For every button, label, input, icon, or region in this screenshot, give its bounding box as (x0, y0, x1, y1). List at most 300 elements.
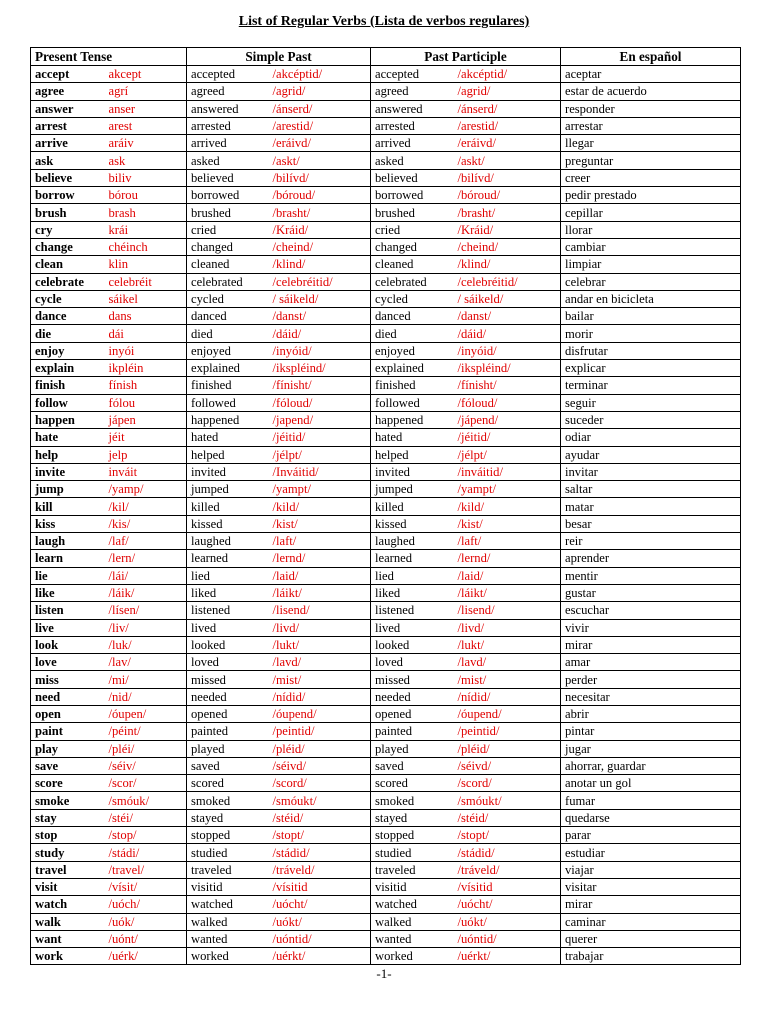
past-participle-cell: happened (371, 411, 454, 428)
simple-past-cell: agreed (187, 83, 269, 100)
simple-past-pronunciation-cell: /fínisht/ (269, 377, 371, 394)
past-participle-pronunciation-cell: /bóroud/ (454, 187, 561, 204)
simple-past-cell: scored (187, 775, 269, 792)
spanish-translation-cell: caminar (561, 913, 741, 930)
past-participle-pronunciation-cell: /danst/ (454, 308, 561, 325)
pronunciation-cell: agrí (105, 83, 187, 100)
past-participle-cell: killed (371, 498, 454, 515)
past-participle-cell: cycled (371, 290, 454, 307)
simple-past-pronunciation-cell: /uókt/ (269, 913, 371, 930)
table-row (31, 654, 741, 671)
table-row (31, 688, 741, 705)
verb-cell: jump (31, 481, 105, 498)
spanish-translation-cell: terminar (561, 377, 741, 394)
past-participle-cell: arrested (371, 117, 454, 134)
table-row (31, 671, 741, 688)
simple-past-pronunciation-cell: /agrid/ (269, 83, 371, 100)
verb-rows (31, 66, 741, 965)
verb-cell: like (31, 584, 105, 601)
simple-past-pronunciation-cell: /jélpt/ (269, 446, 371, 463)
past-participle-pronunciation-cell: /lernd/ (454, 550, 561, 567)
past-participle-pronunciation-cell: /fínisht/ (454, 377, 561, 394)
simple-past-cell: studied (187, 844, 269, 861)
past-participle-pronunciation-cell: /Kráid/ (454, 221, 561, 238)
past-participle-pronunciation-cell: /kild/ (454, 498, 561, 515)
past-participle-pronunciation-cell: /lavd/ (454, 654, 561, 671)
past-participle-pronunciation-cell: /klind/ (454, 256, 561, 273)
simple-past-pronunciation-cell: /vísitid (269, 878, 371, 895)
simple-past-cell: explained (187, 360, 269, 377)
simple-past-cell: danced (187, 308, 269, 325)
past-participle-cell: lived (371, 619, 454, 636)
simple-past-pronunciation-cell: /séivd/ (269, 757, 371, 774)
pronunciation-cell: /lísen/ (105, 602, 187, 619)
past-participle-cell: arrived (371, 135, 454, 152)
simple-past-cell: cried (187, 221, 269, 238)
simple-past-cell: accepted (187, 66, 269, 83)
pronunciation-cell: /kil/ (105, 498, 187, 515)
simple-past-cell: cycled (187, 290, 269, 307)
simple-past-cell: watched (187, 896, 269, 913)
spanish-translation-cell: creer (561, 169, 741, 186)
spanish-translation-cell: limpiar (561, 256, 741, 273)
verb-cell: clean (31, 256, 105, 273)
verb-cell: explain (31, 360, 105, 377)
table-row (31, 273, 741, 290)
verb-cell: stay (31, 809, 105, 826)
table-row (31, 792, 741, 809)
simple-past-cell: kissed (187, 515, 269, 532)
table-row (31, 100, 741, 117)
simple-past-pronunciation-cell: /láikt/ (269, 584, 371, 601)
simple-past-cell: stopped (187, 827, 269, 844)
table-row (31, 83, 741, 100)
table-row (31, 723, 741, 740)
past-participle-pronunciation-cell: /arestid/ (454, 117, 561, 134)
past-participle-cell: needed (371, 688, 454, 705)
simple-past-pronunciation-cell: /brasht/ (269, 204, 371, 221)
pronunciation-cell: /smóuk/ (105, 792, 187, 809)
simple-past-cell: asked (187, 152, 269, 169)
table-row (31, 948, 741, 965)
spanish-translation-cell: anotar un gol (561, 775, 741, 792)
past-participle-cell: hated (371, 429, 454, 446)
page-number: -1- (376, 966, 392, 981)
simple-past-pronunciation-cell: / sáikeld/ (269, 290, 371, 307)
simple-past-cell: lied (187, 567, 269, 584)
table-row (31, 930, 741, 947)
simple-past-pronunciation-cell: /klind/ (269, 256, 371, 273)
pronunciation-cell: /pléi/ (105, 740, 187, 757)
past-participle-pronunciation-cell: /yampt/ (454, 481, 561, 498)
past-participle-pronunciation-cell: /jéitid/ (454, 429, 561, 446)
pronunciation-cell: /laf/ (105, 533, 187, 550)
past-participle-cell: cleaned (371, 256, 454, 273)
pronunciation-cell: sáikel (105, 290, 187, 307)
table-row (31, 152, 741, 169)
verb-cell: hate (31, 429, 105, 446)
past-participle-pronunciation-cell: /tráveld/ (454, 861, 561, 878)
spanish-translation-cell: andar en bicicleta (561, 290, 741, 307)
simple-past-cell: smoked (187, 792, 269, 809)
verb-cell: visit (31, 878, 105, 895)
past-participle-cell: wanted (371, 930, 454, 947)
table-row (31, 757, 741, 774)
table-row (31, 809, 741, 826)
spanish-translation-cell: trabajar (561, 948, 741, 965)
spanish-translation-cell: suceder (561, 411, 741, 428)
past-participle-pronunciation-cell: /jélpt/ (454, 446, 561, 463)
table-row (31, 394, 741, 411)
spanish-translation-cell: mentir (561, 567, 741, 584)
table-row (31, 135, 741, 152)
table-row (31, 878, 741, 895)
verb-cell: borrow (31, 187, 105, 204)
table-row (31, 567, 741, 584)
simple-past-cell: opened (187, 705, 269, 722)
spanish-translation-cell: amar (561, 654, 741, 671)
verb-cell: want (31, 930, 105, 947)
past-participle-pronunciation-cell: /pléid/ (454, 740, 561, 757)
simple-past-pronunciation-cell: /lavd/ (269, 654, 371, 671)
past-participle-pronunciation-cell: /jápend/ (454, 411, 561, 428)
past-participle-cell: opened (371, 705, 454, 722)
simple-past-cell: wanted (187, 930, 269, 947)
verb-cell: celebrate (31, 273, 105, 290)
spanish-translation-cell: gustar (561, 584, 741, 601)
pronunciation-cell: /lern/ (105, 550, 187, 567)
past-participle-cell: borrowed (371, 187, 454, 204)
verb-cell: look (31, 636, 105, 653)
table-row (31, 498, 741, 515)
simple-past-pronunciation-cell: /smóukt/ (269, 792, 371, 809)
past-participle-pronunciation-cell: /eráivd/ (454, 135, 561, 152)
table-row (31, 66, 741, 83)
verb-cell: follow (31, 394, 105, 411)
spanish-translation-cell: arrestar (561, 117, 741, 134)
simple-past-pronunciation-cell: /dáid/ (269, 325, 371, 342)
spanish-translation-cell: preguntar (561, 152, 741, 169)
simple-past-pronunciation-cell: /ikspléind/ (269, 360, 371, 377)
simple-past-cell: worked (187, 948, 269, 965)
spanish-translation-cell: reir (561, 533, 741, 550)
past-participle-cell: celebrated (371, 273, 454, 290)
verb-cell: open (31, 705, 105, 722)
past-participle-pronunciation-cell: /cheind/ (454, 238, 561, 255)
simple-past-cell: celebrated (187, 273, 269, 290)
past-participle-pronunciation-cell: /smóukt/ (454, 792, 561, 809)
spanish-translation-cell: seguir (561, 394, 741, 411)
simple-past-cell: hated (187, 429, 269, 446)
pronunciation-cell: /yamp/ (105, 481, 187, 498)
pronunciation-cell: celebréit (105, 273, 187, 290)
spanish-translation-cell: mirar (561, 896, 741, 913)
past-participle-cell: died (371, 325, 454, 342)
simple-past-cell: followed (187, 394, 269, 411)
past-participle-cell: listened (371, 602, 454, 619)
pronunciation-cell: /stop/ (105, 827, 187, 844)
past-participle-pronunciation-cell: /nídid/ (454, 688, 561, 705)
table-row (31, 308, 741, 325)
table-row (31, 187, 741, 204)
verb-cell: arrest (31, 117, 105, 134)
simple-past-pronunciation-cell: /jéitid/ (269, 429, 371, 446)
spanish-translation-cell: parar (561, 827, 741, 844)
simple-past-pronunciation-cell: /arestid/ (269, 117, 371, 134)
past-participle-pronunciation-cell: /uócht/ (454, 896, 561, 913)
table-row (31, 169, 741, 186)
past-participle-cell: played (371, 740, 454, 757)
past-participle-pronunciation-cell: /stádid/ (454, 844, 561, 861)
past-participle-cell: visitid (371, 878, 454, 895)
verb-cell: miss (31, 671, 105, 688)
verb-cell: travel (31, 861, 105, 878)
table-row (31, 533, 741, 550)
simple-past-cell: visitid (187, 878, 269, 895)
simple-past-cell: learned (187, 550, 269, 567)
simple-past-pronunciation-cell: /lernd/ (269, 550, 371, 567)
table-row (31, 360, 741, 377)
past-participle-pronunciation-cell: /peintid/ (454, 723, 561, 740)
simple-past-pronunciation-cell: /Inváitid/ (269, 463, 371, 480)
table-row (31, 827, 741, 844)
table-row (31, 463, 741, 480)
verb-cell: love (31, 654, 105, 671)
spanish-translation-cell: morir (561, 325, 741, 342)
past-participle-pronunciation-cell: /inyóid/ (454, 342, 561, 359)
verb-cell: die (31, 325, 105, 342)
spanish-translation-cell: responder (561, 100, 741, 117)
simple-past-cell: stayed (187, 809, 269, 826)
spanish-translation-cell: aceptar (561, 66, 741, 83)
pronunciation-cell: /scor/ (105, 775, 187, 792)
simple-past-cell: played (187, 740, 269, 757)
simple-past-cell: lived (187, 619, 269, 636)
past-participle-cell: lied (371, 567, 454, 584)
past-participle-cell: scored (371, 775, 454, 792)
spanish-translation-cell: odiar (561, 429, 741, 446)
verb-cell: save (31, 757, 105, 774)
past-participle-cell: brushed (371, 204, 454, 221)
table-row (31, 636, 741, 653)
past-participle-cell: saved (371, 757, 454, 774)
past-participle-cell: finished (371, 377, 454, 394)
spanish-translation-cell: perder (561, 671, 741, 688)
spanish-translation-cell: disfrutar (561, 342, 741, 359)
simple-past-cell: liked (187, 584, 269, 601)
spanish-translation-cell: necesitar (561, 688, 741, 705)
past-participle-pronunciation-cell: /brasht/ (454, 204, 561, 221)
table-row (31, 550, 741, 567)
past-participle-cell: stopped (371, 827, 454, 844)
past-participle-cell: answered (371, 100, 454, 117)
past-participle-cell: cried (371, 221, 454, 238)
simple-past-cell: missed (187, 671, 269, 688)
simple-past-pronunciation-cell: /eráivd/ (269, 135, 371, 152)
table-row (31, 325, 741, 342)
past-participle-cell: invited (371, 463, 454, 480)
past-participle-cell: liked (371, 584, 454, 601)
simple-past-cell: killed (187, 498, 269, 515)
verb-cell: listen (31, 602, 105, 619)
simple-past-cell: laughed (187, 533, 269, 550)
table-row (31, 619, 741, 636)
past-participle-pronunciation-cell: /ánserd/ (454, 100, 561, 117)
past-participle-cell: accepted (371, 66, 454, 83)
spanish-translation-cell: querer (561, 930, 741, 947)
pronunciation-cell: /óupen/ (105, 705, 187, 722)
past-participle-cell: laughed (371, 533, 454, 550)
spanish-translation-cell: matar (561, 498, 741, 515)
simple-past-pronunciation-cell: /laid/ (269, 567, 371, 584)
simple-past-cell: painted (187, 723, 269, 740)
past-participle-pronunciation-cell: /laid/ (454, 567, 561, 584)
past-participle-cell: missed (371, 671, 454, 688)
past-participle-cell: enjoyed (371, 342, 454, 359)
past-participle-pronunciation-cell: /séivd/ (454, 757, 561, 774)
spanish-translation-cell: jugar (561, 740, 741, 757)
table-row (31, 913, 741, 930)
verb-cell: believe (31, 169, 105, 186)
simple-past-cell: invited (187, 463, 269, 480)
simple-past-pronunciation-cell: /óupend/ (269, 705, 371, 722)
pronunciation-cell: /stéi/ (105, 809, 187, 826)
pronunciation-cell: /liv/ (105, 619, 187, 636)
simple-past-cell: cleaned (187, 256, 269, 273)
simple-past-cell: happened (187, 411, 269, 428)
pronunciation-cell: dans (105, 308, 187, 325)
spanish-translation-cell: cambiar (561, 238, 741, 255)
simple-past-cell: borrowed (187, 187, 269, 204)
spanish-translation-cell: cepillar (561, 204, 741, 221)
past-participle-pronunciation-cell: /laft/ (454, 533, 561, 550)
past-participle-cell: asked (371, 152, 454, 169)
table-header-row (31, 48, 741, 66)
table-row (31, 377, 741, 394)
table-row (31, 481, 741, 498)
spanish-translation-cell: llegar (561, 135, 741, 152)
past-participle-pronunciation-cell: /uókt/ (454, 913, 561, 930)
simple-past-cell: listened (187, 602, 269, 619)
header-present-tense: Present Tense (31, 48, 187, 66)
past-participle-pronunciation-cell: /livd/ (454, 619, 561, 636)
simple-past-pronunciation-cell: /pléid/ (269, 740, 371, 757)
table-row (31, 740, 741, 757)
verb-cell: stop (31, 827, 105, 844)
verb-cell: need (31, 688, 105, 705)
simple-past-pronunciation-cell: /lisend/ (269, 602, 371, 619)
pronunciation-cell: /luk/ (105, 636, 187, 653)
verb-cell: walk (31, 913, 105, 930)
verb-cell: cry (31, 221, 105, 238)
past-participle-cell: explained (371, 360, 454, 377)
simple-past-pronunciation-cell: /inyóid/ (269, 342, 371, 359)
simple-past-pronunciation-cell: /bóroud/ (269, 187, 371, 204)
simple-past-pronunciation-cell: /mist/ (269, 671, 371, 688)
verb-cell: smoke (31, 792, 105, 809)
spanish-translation-cell: aprender (561, 550, 741, 567)
pronunciation-cell: /stádi/ (105, 844, 187, 861)
pronunciation-cell: bórou (105, 187, 187, 204)
pronunciation-cell: /lav/ (105, 654, 187, 671)
simple-past-pronunciation-cell: /kist/ (269, 515, 371, 532)
past-participle-pronunciation-cell: / sáikeld/ (454, 290, 561, 307)
simple-past-pronunciation-cell: /lukt/ (269, 636, 371, 653)
simple-past-pronunciation-cell: /nídid/ (269, 688, 371, 705)
simple-past-cell: traveled (187, 861, 269, 878)
simple-past-pronunciation-cell: /stopt/ (269, 827, 371, 844)
spanish-translation-cell: fumar (561, 792, 741, 809)
table-row (31, 204, 741, 221)
spanish-translation-cell: estudiar (561, 844, 741, 861)
past-participle-cell: believed (371, 169, 454, 186)
spanish-translation-cell: bailar (561, 308, 741, 325)
past-participle-cell: stayed (371, 809, 454, 826)
spanish-translation-cell: invitar (561, 463, 741, 480)
spanish-translation-cell: visitar (561, 878, 741, 895)
past-participle-pronunciation-cell: /uérkt/ (454, 948, 561, 965)
past-participle-pronunciation-cell: /stopt/ (454, 827, 561, 844)
pronunciation-cell: chéinch (105, 238, 187, 255)
simple-past-cell: jumped (187, 481, 269, 498)
pronunciation-cell: aráiv (105, 135, 187, 152)
table-row (31, 256, 741, 273)
past-participle-cell: smoked (371, 792, 454, 809)
verb-cell: agree (31, 83, 105, 100)
verb-cell: cycle (31, 290, 105, 307)
spanish-translation-cell: viajar (561, 861, 741, 878)
pronunciation-cell: jápen (105, 411, 187, 428)
pronunciation-cell: klin (105, 256, 187, 273)
table-row (31, 238, 741, 255)
past-participle-pronunciation-cell: /celebréitid/ (454, 273, 561, 290)
pronunciation-cell: /kis/ (105, 515, 187, 532)
verb-cell: kiss (31, 515, 105, 532)
table-row (31, 844, 741, 861)
past-participle-cell: worked (371, 948, 454, 965)
verb-cell: arrive (31, 135, 105, 152)
pronunciation-cell: brash (105, 204, 187, 221)
simple-past-cell: changed (187, 238, 269, 255)
past-participle-cell: walked (371, 913, 454, 930)
table-row (31, 602, 741, 619)
simple-past-pronunciation-cell: /tráveld/ (269, 861, 371, 878)
simple-past-pronunciation-cell: /livd/ (269, 619, 371, 636)
past-participle-pronunciation-cell: /bilívd/ (454, 169, 561, 186)
verb-cell: kill (31, 498, 105, 515)
past-participle-cell: followed (371, 394, 454, 411)
simple-past-pronunciation-cell: /akcéptid/ (269, 66, 371, 83)
pronunciation-cell: anser (105, 100, 187, 117)
table-row (31, 221, 741, 238)
simple-past-pronunciation-cell: /scord/ (269, 775, 371, 792)
pronunciation-cell: /vísit/ (105, 878, 187, 895)
pronunciation-cell: /uérk/ (105, 948, 187, 965)
past-participle-pronunciation-cell: /stéid/ (454, 809, 561, 826)
simple-past-pronunciation-cell: /uérkt/ (269, 948, 371, 965)
pronunciation-cell: fólou (105, 394, 187, 411)
past-participle-pronunciation-cell: /askt/ (454, 152, 561, 169)
pronunciation-cell: jéit (105, 429, 187, 446)
simple-past-cell: died (187, 325, 269, 342)
verb-cell: paint (31, 723, 105, 740)
past-participle-pronunciation-cell: /vísitid (454, 878, 561, 895)
verb-cell: dance (31, 308, 105, 325)
simple-past-cell: saved (187, 757, 269, 774)
past-participle-cell: jumped (371, 481, 454, 498)
spanish-translation-cell: pintar (561, 723, 741, 740)
table-row (31, 117, 741, 134)
